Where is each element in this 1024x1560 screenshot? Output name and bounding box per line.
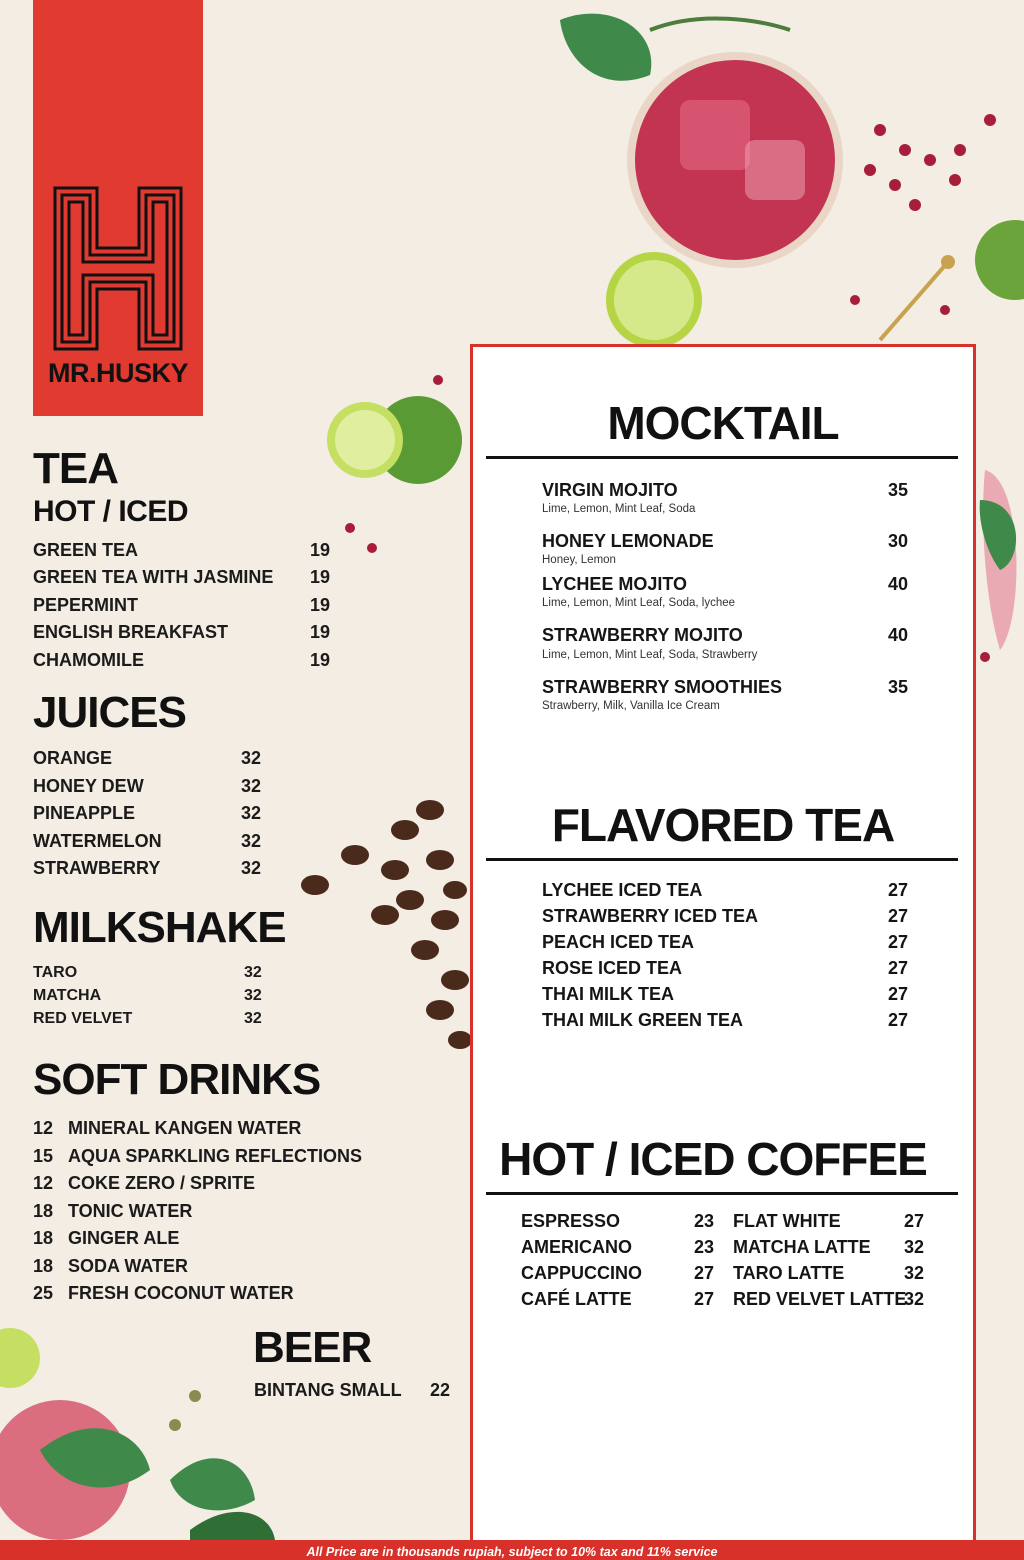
- beer-item-price: 22: [430, 1380, 451, 1400]
- soft-drink-name: GINGER ALE: [68, 1228, 180, 1248]
- mocktail-item-price: 35: [888, 677, 909, 697]
- flavored-tea-item-price: 27: [888, 984, 909, 1004]
- soft-drink-name: AQUA SPARKLING REFLECTIONS: [68, 1146, 363, 1166]
- soft-drink-price: 18: [33, 1201, 54, 1221]
- soft-drink-name: TONIC WATER: [68, 1201, 193, 1221]
- coffee-item-price: 23: [694, 1237, 715, 1257]
- tea-item-price: 19: [310, 595, 331, 615]
- milkshake-item-name: MATCHA: [33, 987, 102, 1004]
- soft-drink-price: 18: [33, 1228, 54, 1248]
- tea-item-name: ENGLISH BREAKFAST: [33, 622, 229, 642]
- milkshake-item-price: 32: [244, 987, 262, 1004]
- h-logo-icon: [53, 186, 183, 351]
- mint-leaf: [560, 14, 651, 81]
- juice-item-price: 32: [241, 831, 262, 851]
- juice-item-price: 32: [241, 858, 262, 878]
- flavored-tea-item-name: THAI MILK GREEN TEA: [542, 1010, 743, 1030]
- milkshake-item-price: 32: [244, 964, 262, 981]
- coffee-item-name: TARO LATTE: [733, 1263, 845, 1283]
- milkshake-item-name: TARO: [33, 964, 78, 981]
- coffee-item-price: 27: [694, 1289, 715, 1309]
- flavored-tea-item-name: STRAWBERRY ICED TEA: [542, 906, 759, 926]
- soft-drink-name: FRESH COCONUT WATER: [68, 1283, 294, 1303]
- mocktail-item-desc: Lime, Lemon, Mint Leaf, Soda, Strawberry: [542, 649, 758, 661]
- soft-drink-price: 12: [33, 1173, 54, 1193]
- milkshake-item-price: 32: [244, 1010, 262, 1027]
- tea-item-name: CHAMOMILE: [33, 650, 144, 670]
- soft-drink-name: COKE ZERO / SPRITE: [68, 1173, 256, 1193]
- tea-item-name: GREEN TEA: [33, 540, 139, 560]
- juice-item-name: WATERMELON: [33, 831, 162, 851]
- coffee-item-price: 32: [904, 1263, 925, 1283]
- juice-item-price: 32: [241, 803, 262, 823]
- ice-cube: [745, 140, 805, 200]
- tea-heading: TEA: [33, 444, 118, 493]
- coffee-item-name: CAFÉ LATTE: [521, 1289, 632, 1309]
- flavored-tea-item-price: 27: [888, 906, 909, 926]
- milkshake-item-name: RED VELVET: [33, 1010, 133, 1027]
- mocktail-heading: MOCKTAIL: [607, 397, 839, 449]
- coffee-item-name: RED VELVET LATTE: [733, 1289, 907, 1309]
- menu-panel-content: [470, 344, 976, 1560]
- juice-item-price: 32: [241, 776, 262, 796]
- flavored-tea-item-name: THAI MILK TEA: [542, 984, 674, 1004]
- juice-item-name: HONEY DEW: [33, 776, 144, 796]
- coffee-divider: [486, 1192, 958, 1195]
- coffee-item-price: 32: [904, 1289, 925, 1309]
- brand-name: MR.HUSKY: [47, 358, 188, 388]
- cardamom: [189, 1390, 201, 1402]
- mocktail-item-price: 40: [888, 574, 909, 594]
- flavored-tea-item-price: 27: [888, 880, 909, 900]
- juice-item-name: STRAWBERRY: [33, 858, 161, 878]
- brand-logo-block: [33, 0, 203, 416]
- soft-drinks-heading: SOFT DRINKS: [33, 1055, 321, 1104]
- flavored-tea-item-price: 27: [888, 932, 909, 952]
- tea-item-name: GREEN TEA WITH JASMINE: [33, 567, 274, 587]
- coffee-item-name: AMERICANO: [521, 1237, 632, 1257]
- flavored-tea-item-name: PEACH ICED TEA: [542, 932, 695, 952]
- mocktail-item-price: 35: [888, 480, 909, 500]
- mocktail-item-name: LYCHEE MOJITO: [542, 574, 688, 594]
- mocktail-item-price: 30: [888, 531, 909, 551]
- mocktail-item-name: VIRGIN MOJITO: [542, 480, 678, 500]
- flavored-tea-item-name: ROSE ICED TEA: [542, 958, 683, 978]
- coffee-item-name: CAPPUCCINO: [521, 1263, 643, 1283]
- juice-item-name: PINEAPPLE: [33, 803, 136, 823]
- soft-drink-name: MINERAL KANGEN WATER: [68, 1118, 302, 1138]
- mocktail-item-desc: Lime, Lemon, Mint Leaf, Soda, lychee: [542, 597, 736, 609]
- tea-item-price: 19: [310, 622, 331, 642]
- mocktail-item-desc: Strawberry, Milk, Vanilla Ice Cream: [542, 700, 720, 712]
- mocktail-divider: [486, 456, 958, 459]
- ice-cube: [680, 100, 750, 170]
- coffee-item-name: MATCHA LATTE: [733, 1237, 871, 1257]
- mocktail-item-name: STRAWBERRY SMOOTHIES: [542, 677, 783, 697]
- mocktail-item-price: 40: [888, 625, 909, 645]
- price-note-footer: All Price are in thousands rupiah, subject to 10% tax and 11% service: [0, 1540, 1024, 1560]
- flavored-tea-heading: FLAVORED TEA: [551, 799, 895, 851]
- tea-item-price: 19: [310, 567, 331, 587]
- mint-stem: [650, 18, 790, 30]
- milkshake-heading: MILKSHAKE: [33, 903, 286, 952]
- beer-heading: BEER: [253, 1323, 372, 1372]
- soft-drink-price: 15: [33, 1146, 54, 1166]
- flavored-tea-item-price: 27: [888, 1010, 909, 1030]
- soft-drink-price: 12: [33, 1118, 54, 1138]
- mocktail-item-desc: Honey, Lemon: [542, 554, 616, 566]
- coffee-item-name: ESPRESSO: [521, 1211, 621, 1231]
- coffee-beans: [301, 800, 472, 1049]
- mocktail-item-name: HONEY LEMONADE: [542, 531, 714, 551]
- gold-spoon: [880, 262, 948, 340]
- coffee-item-price: 27: [904, 1211, 925, 1231]
- soft-drink-price: 18: [33, 1256, 54, 1276]
- coffee-heading: HOT / ICED COFFEE: [499, 1133, 927, 1185]
- coffee-item-price: 32: [904, 1237, 925, 1257]
- lime-right: [975, 220, 1024, 300]
- tea-subheading: HOT / ICED: [33, 495, 189, 528]
- flavored-tea-item-name: LYCHEE ICED TEA: [542, 880, 703, 900]
- mocktail-item-name: STRAWBERRY MOJITO: [542, 625, 743, 645]
- tea-item-name: PEPERMINT: [33, 595, 139, 615]
- lime-bottom: [0, 1328, 40, 1388]
- beer-item-name: BINTANG SMALL: [254, 1380, 402, 1400]
- tea-item-price: 19: [310, 650, 331, 670]
- soft-drink-price: 25: [33, 1283, 54, 1303]
- soft-drink-name: SODA WATER: [68, 1256, 188, 1276]
- juice-item-name: ORANGE: [33, 748, 113, 768]
- flavored-tea-item-price: 27: [888, 958, 909, 978]
- tea-item-price: 19: [310, 540, 331, 560]
- flavored-tea-divider: [486, 858, 958, 861]
- coffee-item-price: 27: [694, 1263, 715, 1283]
- juice-item-price: 32: [241, 748, 262, 768]
- coffee-item-price: 23: [694, 1211, 715, 1231]
- mocktail-item-desc: Lime, Lemon, Mint Leaf, Soda: [542, 503, 696, 515]
- juices-heading: JUICES: [33, 688, 186, 737]
- coffee-item-name: FLAT WHITE: [733, 1211, 841, 1231]
